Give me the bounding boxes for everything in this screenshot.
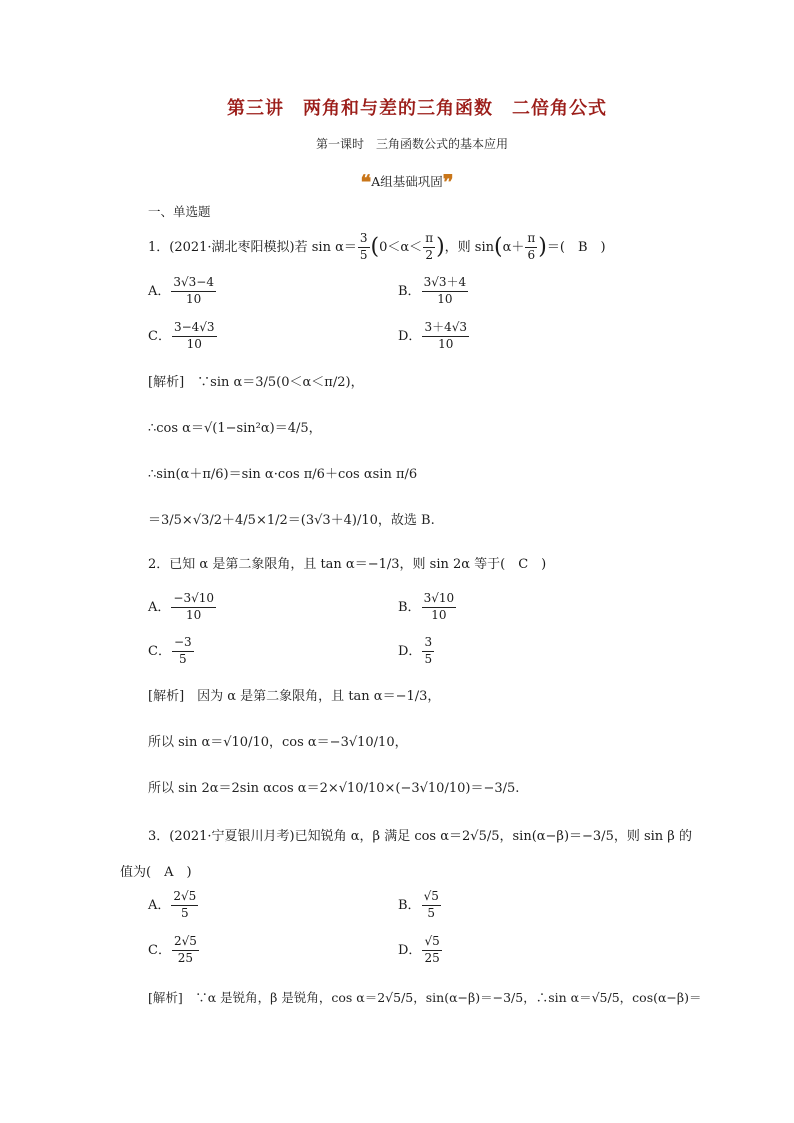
q2-solution-line-3: 所以 sin 2α＝2sin αcos α＝2×√10/10×(−3√10/10)＝−3/5.: [148, 781, 520, 796]
q3-stem-line-1: 3．(2021·宁夏银川月考)已知锐角 α，β 满足 cos α＝2√5/5，sin(α−β)＝−3/5，则 sin β 的: [148, 829, 692, 844]
q3-stem-line-2: 值为( A ): [120, 865, 192, 880]
quote-open-icon: ❝: [360, 170, 372, 194]
q1-solution-line-2: ∴cos α＝√(1−sin²α)＝4/5，: [148, 421, 322, 436]
q2-option-c: C． $\frac{-3}{5}$: [148, 635, 192, 666]
q3-solution-line-1: [解析] ∵α 是锐角，β 是锐角，cos α＝2√5/5，sin(α−β)＝−3/5，∴sin α＝√5/5，cos(α−β)＝: [148, 990, 702, 1005]
quote-close-icon: ❞: [442, 170, 454, 194]
q1-solution-line-1: [解析] ∵sin α＝3/5(0＜α＜π/2)，: [148, 375, 364, 390]
q1-option-d: D． $\frac{3+4√3}{10}$: [398, 320, 467, 351]
section-heading: 一、单选题: [148, 204, 211, 219]
q2-solution-line-2: 所以 sin α＝√10/10，cos α＝−3√10/10，: [148, 735, 408, 750]
q2-stem: 2．已知 α 是第二象限角，且 tan α＝−1/3，则 sin 2α 等于( C ): [148, 557, 547, 572]
q3-option-a: A． $\frac{2√5}{5}$: [148, 889, 197, 920]
q2-option-d: D． $\frac{3}{5}$: [398, 635, 433, 666]
group-banner: [0, 172, 794, 192]
q1-solution-line-4: ＝3/5×√3/2＋4/5×1/2＝(3√3＋4)/10，故选 B.: [148, 513, 435, 528]
q1-stem: 1．(2021·湖北枣阳模拟)若 sin α＝ $\frac{3}{5}$ (0＜α＜ $\frac{\pi}{2}$ )，则 sin(α＋ $\frac{\pi}{6}$ )＝( B ): [148, 231, 606, 262]
lesson-subtitle: 第一课时 三角函数公式的基本应用: [315, 137, 508, 151]
q2-option-b: B． $\frac{3√10}{10}$: [398, 591, 455, 622]
q2-solution-line-1: [解析] 因为 α 是第二象限角，且 tan α＝−1/3，: [148, 689, 441, 704]
group-banner-label: A组基础巩固: [371, 174, 443, 189]
q1-option-a: A． $\frac{3√3-4}{10}$: [148, 275, 214, 306]
q1-solution-line-3: ∴sin(α＋π/6)＝sin α·cos π/6＋cos αsin π/6: [148, 467, 418, 482]
q2-option-a: A． $\frac{-3√10}{10}$: [148, 591, 214, 622]
q1-option-c: C． $\frac{3-4√3}{10}$: [148, 320, 215, 351]
q3-option-c: C． $\frac{2√5}{25}$: [148, 934, 197, 965]
q3-option-d: D． $\frac{√5}{25}$: [398, 934, 440, 965]
lesson-title: 第三讲 两角和与差的三角函数 二倍角公式: [227, 98, 607, 119]
q3-option-b: B． $\frac{√5}{5}$: [398, 889, 439, 920]
q1-option-b: B． $\frac{3√3+4}{10}$: [398, 275, 467, 306]
